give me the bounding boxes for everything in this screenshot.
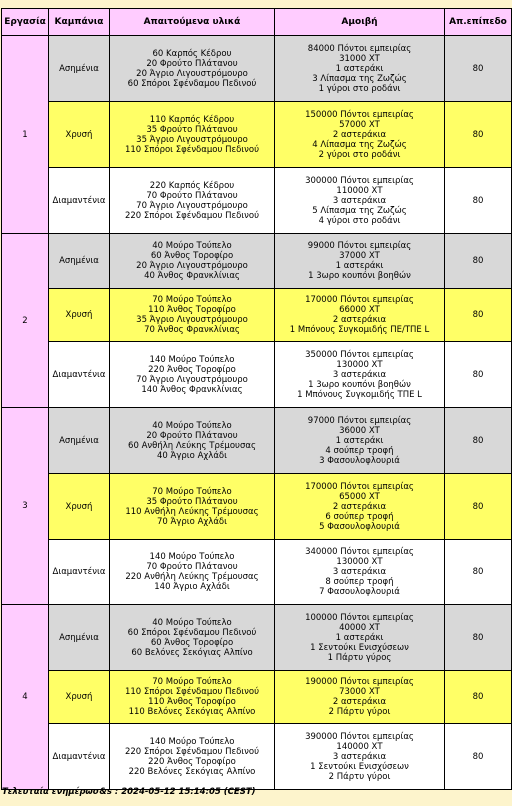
reward-item: 7 Φασουλοφλουριά bbox=[319, 587, 400, 597]
reward-cell bbox=[275, 342, 445, 408]
reward-item: 4 Λίπασμα της Ζωζώς bbox=[312, 139, 407, 150]
reward-cell bbox=[275, 168, 445, 234]
header-level: Απ.επίπεδο bbox=[445, 9, 512, 36]
material-item: 60 Βελόνες Σεκόγιας Αλπίνο bbox=[131, 647, 253, 658]
campaign-cell: Διαμαντένια bbox=[49, 540, 110, 605]
campaign-cell: Χρυσή bbox=[49, 289, 110, 342]
level-cell: 80 bbox=[445, 474, 512, 540]
reward-item: 2 αστεράκια bbox=[332, 697, 387, 707]
reward-item: 130000 ΧΤ bbox=[336, 557, 383, 567]
material-item: 220 Άνθος Τοροφίρο bbox=[148, 756, 236, 767]
materials-cell bbox=[110, 168, 275, 234]
material-item: 40 Μούρο Τούπελο bbox=[152, 241, 232, 251]
material-item: 40 Μούρο Τούπελο bbox=[152, 617, 232, 628]
material-item: 35 Φρούτο Πλάτανου bbox=[146, 496, 238, 507]
material-item: 20 Φρούτο Πλάτανου bbox=[146, 430, 238, 441]
campaign-cell: Διαμαντένια bbox=[49, 342, 110, 408]
reward-item: 300000 Πόντοι εμπειρίας bbox=[305, 175, 414, 186]
materials-cell bbox=[110, 724, 275, 790]
material-item: 70 Άγριο Αχλάδι bbox=[156, 516, 228, 527]
material-item: 60 Σπόροι Σφένδαμου Πεδινού bbox=[127, 78, 257, 89]
reward-item: 3 αστεράκια bbox=[332, 751, 387, 762]
materials-cell bbox=[110, 36, 275, 102]
reward-item: 2 Πάρτυ γύροι bbox=[328, 771, 391, 782]
reward-item: 1 Μπόνους Συγκομιδής ΤΠΕ L bbox=[297, 389, 422, 400]
level-cell: 80 bbox=[445, 234, 512, 289]
level-cell: 80 bbox=[445, 102, 512, 168]
level-cell: 80 bbox=[445, 724, 512, 790]
material-item: 110 Σπόροι Σφένδαμου Πεδινού bbox=[124, 144, 260, 155]
reward-item: 36000 ΧΤ bbox=[339, 425, 380, 436]
reward-item: 1 Σεντούκι Ενισχύσεων bbox=[310, 642, 409, 653]
material-item: 110 Καρπός Κέδρου bbox=[149, 114, 235, 125]
material-item: 220 Άνθος Τοροφίρο bbox=[148, 364, 236, 375]
materials-cell bbox=[110, 671, 275, 724]
material-item: 140 Μούρο Τούπελο bbox=[149, 354, 235, 365]
reward-item: 2 αστεράκια bbox=[332, 501, 387, 512]
material-item: 110 Σπόροι Σφένδαμου Πεδινού bbox=[124, 687, 260, 697]
campaign-cell: Ασημένια bbox=[49, 408, 110, 474]
reward-cell bbox=[275, 671, 445, 724]
reward-item: 84000 Πόντοι εμπειρίας bbox=[307, 43, 412, 54]
header-task: Εργασία bbox=[2, 9, 49, 36]
table-row bbox=[2, 234, 512, 289]
material-item: 70 Άνθος Φρανκλίνιας bbox=[144, 325, 240, 335]
material-item: 40 Άγριο Αχλάδι bbox=[156, 450, 228, 461]
reward-item: 1 Σεντούκι Ενισχύσεων bbox=[310, 761, 409, 772]
reward-item: 3 αστεράκια bbox=[332, 195, 387, 206]
material-item: 35 Φρούτο Πλάτανου bbox=[146, 124, 238, 135]
table-row bbox=[2, 540, 512, 605]
reward-item: 66000 ΧΤ bbox=[339, 305, 380, 315]
material-item: 110 Ανθήλη Λεύκης Τρέμουσας bbox=[125, 506, 259, 517]
reward-item: 99000 Πόντοι εμπειρίας bbox=[307, 241, 412, 251]
materials-cell bbox=[110, 342, 275, 408]
materials-cell bbox=[110, 605, 275, 671]
header-reward: Αμοιβή bbox=[275, 9, 445, 36]
campaign-cell: Χρυσή bbox=[49, 474, 110, 540]
material-item: 140 Άνθος Φρανκλίνιας bbox=[141, 384, 243, 395]
material-item: 60 Ανθήλη Λεύκης Τρέμουσας bbox=[128, 440, 256, 451]
table-row bbox=[2, 474, 512, 540]
reward-item: 1 αστεράκι bbox=[335, 63, 384, 74]
material-item: 20 Φρούτο Πλάτανου bbox=[146, 58, 238, 69]
materials-cell bbox=[110, 408, 275, 474]
reward-item: 2 γύροι στο ροδάνι bbox=[318, 149, 401, 160]
material-item: 220 Σπόροι Σφένδαμου Πεδινού bbox=[124, 746, 260, 757]
reward-item: 3 αστεράκια bbox=[332, 369, 387, 380]
campaign-cell: Διαμαντένια bbox=[49, 724, 110, 790]
reward-cell bbox=[275, 724, 445, 790]
material-item: 60 Σπόροι Σφένδαμου Πεδινού bbox=[127, 627, 257, 638]
material-item: 70 Φρούτο Πλάτανου bbox=[146, 190, 238, 201]
header-campaign: Καμπάνια bbox=[49, 9, 110, 36]
campaign-cell: Χρυσή bbox=[49, 102, 110, 168]
reward-item: 3 Φασουλοφλουριά bbox=[319, 455, 400, 466]
tasks-table-body bbox=[2, 36, 512, 790]
material-item: 110 Άνθος Τοροφίρο bbox=[148, 305, 236, 315]
material-item: 140 Μούρο Τούπελο bbox=[149, 552, 235, 562]
reward-item: 1 3ωρο κουπόνι βοηθών bbox=[308, 271, 411, 281]
level-cell: 80 bbox=[445, 36, 512, 102]
material-item: 35 Άγριο Λιγουστρόμουρο bbox=[136, 315, 248, 325]
last-update-text: Τελευταία ενημέρωσ&s : 2024-05-12 15:14:05 (CEST) bbox=[2, 787, 256, 797]
reward-item: 5 Λίπασμα της Ζωζώς bbox=[312, 205, 407, 216]
campaign-cell: Ασημένια bbox=[49, 234, 110, 289]
level-cell: 80 bbox=[445, 289, 512, 342]
level-cell: 80 bbox=[445, 168, 512, 234]
table-row bbox=[2, 724, 512, 790]
reward-item: 140000 ΧΤ bbox=[336, 741, 383, 752]
reward-item: 31000 ΧΤ bbox=[339, 53, 380, 64]
table-row bbox=[2, 168, 512, 234]
material-item: 70 Μούρο Τούπελο bbox=[152, 486, 232, 497]
material-item: 70 Φρούτο Πλάτανου bbox=[146, 562, 238, 572]
reward-item: 1 αστεράκι bbox=[335, 435, 384, 446]
material-item: 70 Μούρο Τούπελο bbox=[152, 295, 232, 305]
reward-item: 2 αστεράκια bbox=[332, 315, 387, 325]
materials-cell bbox=[110, 540, 275, 605]
material-item: 220 Βελόνες Σεκόγιας Αλπίνο bbox=[128, 766, 256, 777]
table-row bbox=[2, 408, 512, 474]
reward-item: 100000 Πόντοι εμπειρίας bbox=[305, 612, 414, 623]
level-cell: 80 bbox=[445, 342, 512, 408]
material-item: 220 Καρπός Κέδρου bbox=[149, 180, 235, 191]
material-item: 140 Άγριο Αχλάδι bbox=[154, 582, 230, 592]
reward-item: 97000 Πόντοι εμπειρίας bbox=[307, 415, 412, 426]
reward-item: 1 Πάρτυ γύρος bbox=[327, 652, 392, 663]
reward-item: 3 αστεράκια bbox=[332, 567, 387, 577]
reward-item: 1 3ωρο κουπόνι βοηθών bbox=[308, 379, 411, 390]
reward-item: 2 αστεράκια bbox=[332, 129, 387, 140]
campaign-cell: Ασημένια bbox=[49, 36, 110, 102]
task-number: 1 bbox=[2, 36, 49, 234]
reward-item: 1 Μπόνους Συγκομιδής ΠΕ/ΤΠΕ L bbox=[289, 325, 430, 335]
reward-item: 37000 ΧΤ bbox=[339, 251, 380, 261]
reward-item: 73000 ΧΤ bbox=[339, 687, 380, 697]
material-item: 60 Άνθος Τοροφίρο bbox=[150, 251, 234, 261]
reward-item: 150000 Πόντοι εμπειρίας bbox=[305, 109, 414, 120]
reward-item: 4 γύροι στο ροδάνι bbox=[318, 215, 401, 226]
reward-item: 170000 Πόντοι εμπειρίας bbox=[305, 481, 414, 492]
reward-cell bbox=[275, 234, 445, 289]
reward-cell bbox=[275, 102, 445, 168]
reward-item: 110000 ΧΤ bbox=[336, 185, 383, 196]
reward-item: 3 Λίπασμα της Ζωζώς bbox=[312, 73, 407, 84]
material-item: 20 Άγριο Λιγουστρόμουρο bbox=[136, 261, 248, 271]
reward-item: 57000 ΧΤ bbox=[339, 119, 380, 130]
reward-cell bbox=[275, 36, 445, 102]
table-row bbox=[2, 289, 512, 342]
material-item: 40 Άνθος Φρανκλίνιας bbox=[144, 271, 240, 281]
table-row bbox=[2, 605, 512, 671]
reward-item: 4 σούπερ τροφή bbox=[325, 445, 394, 456]
table-row bbox=[2, 36, 512, 102]
material-item: 60 Καρπός Κέδρου bbox=[152, 48, 232, 59]
task-number: 4 bbox=[2, 605, 49, 790]
material-item: 110 Άνθος Τοροφίρο bbox=[148, 697, 236, 707]
reward-item: 1 αστεράκι bbox=[335, 261, 384, 271]
campaign-cell: Ασημένια bbox=[49, 605, 110, 671]
reward-item: 340000 Πόντοι εμπειρίας bbox=[305, 547, 414, 557]
task-number: 3 bbox=[2, 408, 49, 605]
level-cell: 80 bbox=[445, 671, 512, 724]
campaign-cell: Χρυσή bbox=[49, 671, 110, 724]
task-number: 2 bbox=[2, 234, 49, 408]
reward-item: 8 σούπερ τροφή bbox=[325, 577, 394, 587]
materials-cell bbox=[110, 474, 275, 540]
material-item: 110 Βελόνες Σεκόγιας Αλπίνο bbox=[128, 707, 256, 717]
level-cell: 80 bbox=[445, 408, 512, 474]
reward-item: 190000 Πόντοι εμπειρίας bbox=[305, 677, 414, 687]
reward-item: 350000 Πόντοι εμπειρίας bbox=[305, 349, 414, 360]
material-item: 20 Άγριο Λιγουστρόμουρο bbox=[136, 68, 248, 79]
materials-cell bbox=[110, 102, 275, 168]
campaign-cell: Διαμαντένια bbox=[49, 168, 110, 234]
tasks-table bbox=[1, 8, 512, 790]
material-item: 220 Σπόροι Σφένδαμου Πεδινού bbox=[124, 210, 260, 221]
material-item: 220 Ανθήλη Λεύκης Τρέμουσας bbox=[125, 572, 259, 582]
level-cell: 80 bbox=[445, 605, 512, 671]
material-item: 70 Μούρο Τούπελο bbox=[152, 677, 232, 687]
reward-item: 40000 ΧΤ bbox=[339, 622, 380, 633]
material-item: 70 Άγριο Λιγουστρόμουρο bbox=[136, 374, 248, 385]
reward-item: 1 αστεράκι bbox=[335, 632, 384, 643]
reward-cell bbox=[275, 289, 445, 342]
level-cell: 80 bbox=[445, 540, 512, 605]
reward-cell bbox=[275, 408, 445, 474]
table-row bbox=[2, 342, 512, 408]
header-row bbox=[2, 9, 512, 36]
reward-cell bbox=[275, 540, 445, 605]
material-item: 70 Άγριο Λιγουστρόμουρο bbox=[136, 200, 248, 211]
reward-item: 6 σούπερ τροφή bbox=[325, 511, 394, 522]
reward-cell bbox=[275, 474, 445, 540]
reward-item: 5 Φασουλοφλουριά bbox=[319, 521, 400, 532]
material-item: 60 Άνθος Τοροφίρο bbox=[150, 637, 234, 648]
table-row bbox=[2, 102, 512, 168]
material-item: 35 Άγριο Λιγουστρόμουρο bbox=[136, 134, 248, 145]
material-item: 140 Μούρο Τούπελο bbox=[149, 736, 235, 747]
material-item: 40 Μούρο Τούπελο bbox=[152, 420, 232, 431]
reward-item: 130000 ΧΤ bbox=[336, 359, 383, 370]
reward-item: 1 γύροι στο ροδάνι bbox=[318, 83, 401, 94]
reward-item: 2 Πάρτυ γύροι bbox=[328, 707, 391, 717]
table-row bbox=[2, 671, 512, 724]
reward-item: 170000 Πόντοι εμπειρίας bbox=[305, 295, 414, 305]
reward-item: 390000 Πόντοι εμπειρίας bbox=[305, 731, 414, 742]
materials-cell bbox=[110, 289, 275, 342]
reward-cell bbox=[275, 605, 445, 671]
header-materials: Απαιτούμενα υλικά bbox=[110, 9, 275, 36]
reward-item: 65000 ΧΤ bbox=[339, 491, 380, 502]
materials-cell bbox=[110, 234, 275, 289]
